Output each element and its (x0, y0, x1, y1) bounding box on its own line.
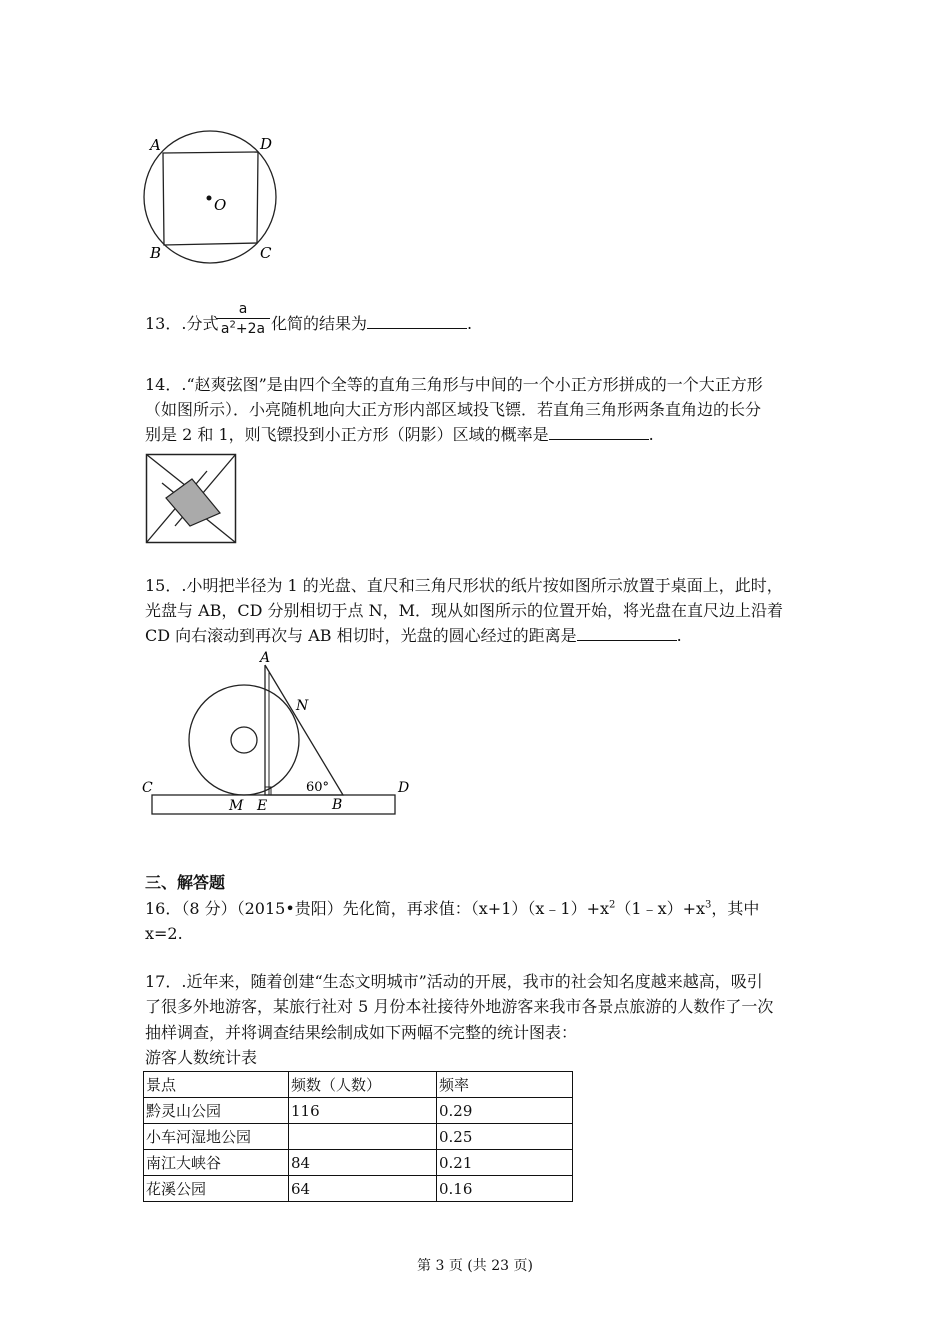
q15-line3 (145, 624, 682, 648)
label-c: C (142, 780, 153, 796)
q16-b: （1﹣x）+x (615, 899, 706, 918)
header-cell: 频数（人数） (289, 1072, 437, 1098)
label-b: B (150, 244, 162, 262)
visitor-stats-table (143, 1071, 573, 1202)
q17-line1: 17．.近年来，随着创建“生态文明城市”活动的开展，我市的社会知名度越来越高，吸引 (145, 972, 763, 991)
label-c: C (260, 244, 272, 262)
q14-line2: （如图所示）．小亮随机地向大正方形内部区域投飞镖．若直角三角形两条直角边的长分 (145, 400, 762, 419)
page-footer: 第 3 页 (共 23 页) (417, 1258, 533, 1274)
table-row (144, 1098, 573, 1124)
label-e: E (257, 798, 268, 814)
q14-line3-text: 别是 2 和 1，则飞镖投到小正方形（阴影）区域的概率是 (145, 425, 549, 444)
table-row (144, 1124, 573, 1150)
q13-prefix: 13．.分式 (145, 314, 219, 333)
q16-line1 (145, 897, 759, 921)
table-cell: 0.21 (437, 1150, 573, 1176)
answer-blank[interactable] (549, 423, 649, 440)
table-row (144, 1176, 573, 1202)
table-cell: 黔灵山公园 (144, 1098, 289, 1124)
table-row (144, 1150, 573, 1176)
table-cell: 84 (289, 1150, 437, 1176)
label-o: O (214, 196, 227, 214)
q13-suffix (271, 312, 472, 336)
q16-a: 16．（8 分）（2015•贵阳）先化简，再求值：（x+1）（x﹣1）+x (145, 899, 610, 918)
q13-suffix-text: 化简的结果为 (271, 314, 368, 333)
table-title: 游客人数统计表 (145, 1048, 258, 1067)
table-cell: 116 (289, 1098, 437, 1124)
q15-line3-text: CD 向右滚动到再次与 AB 相切时，光盘的圆心经过的距离是 (145, 626, 577, 645)
label-a: A (150, 136, 161, 154)
header-cell: 频率 (437, 1072, 573, 1098)
q14-line3 (145, 423, 654, 447)
q15-line2: 光盘与 AB，CD 分别相切于点 N，M．现从如图所示的位置开始，将光盘在直尺边上沿着 (145, 601, 784, 620)
q17-line3: 抽样调查，并将调查结果绘制成如下两幅不完整的统计图表： (145, 1023, 578, 1042)
table-cell: 0.25 (437, 1124, 573, 1150)
q15-line1: 15．.小明把半径为 1 的光盘、直尺和三角尺形状的纸片按如图所示放置于桌面上，此时， (145, 576, 783, 595)
q15-end: . (676, 626, 682, 645)
label-n: N (296, 698, 309, 714)
q13-den-rest: +2a (235, 321, 266, 337)
q16-c: ，其中 (711, 899, 760, 918)
disc-ruler-figure (138, 650, 418, 820)
q13-den-a: a (220, 321, 230, 337)
q13-fraction (216, 300, 270, 339)
label-d: D (260, 135, 273, 153)
q16-line2: x=2. (145, 924, 183, 943)
answer-blank[interactable] (367, 312, 467, 329)
q13-den-exp: 2 (229, 319, 236, 331)
q16-exp2: 3 (705, 899, 712, 911)
table-cell (289, 1124, 437, 1150)
angle-label: 60° (306, 780, 330, 795)
q16-exp1: 2 (609, 899, 616, 911)
zhao-shuang-figure (145, 453, 239, 545)
table-cell: 小车河湿地公园 (144, 1124, 289, 1150)
answer-blank[interactable] (577, 624, 677, 641)
table-header-row (144, 1072, 573, 1098)
table-cell: 64 (289, 1176, 437, 1202)
label-d: D (398, 780, 410, 796)
label-a: A (260, 650, 271, 666)
header-cell: 景点 (144, 1072, 289, 1098)
q14-line1: 14．.“赵爽弦图”是由四个全等的直角三角形与中间的一个小正方形拼成的一个大正方形 (145, 375, 763, 394)
q17-line2: 了很多外地游客，某旅行社对 5 月份本社接待外地游客来我市各景点旅游的人数作了一次 (145, 997, 774, 1016)
q13-numerator: a (216, 300, 270, 319)
table-cell: 花溪公园 (144, 1176, 289, 1202)
section-heading: 三、解答题 (145, 873, 226, 892)
q14-end: . (648, 425, 654, 444)
label-m: M (229, 798, 244, 814)
table-cell: 0.29 (437, 1098, 573, 1124)
circle-square-figure (140, 130, 285, 270)
label-b: B (332, 797, 343, 813)
table-cell: 0.16 (437, 1176, 573, 1202)
q13-end: . (467, 314, 473, 333)
table-cell: 南江大峡谷 (144, 1150, 289, 1176)
